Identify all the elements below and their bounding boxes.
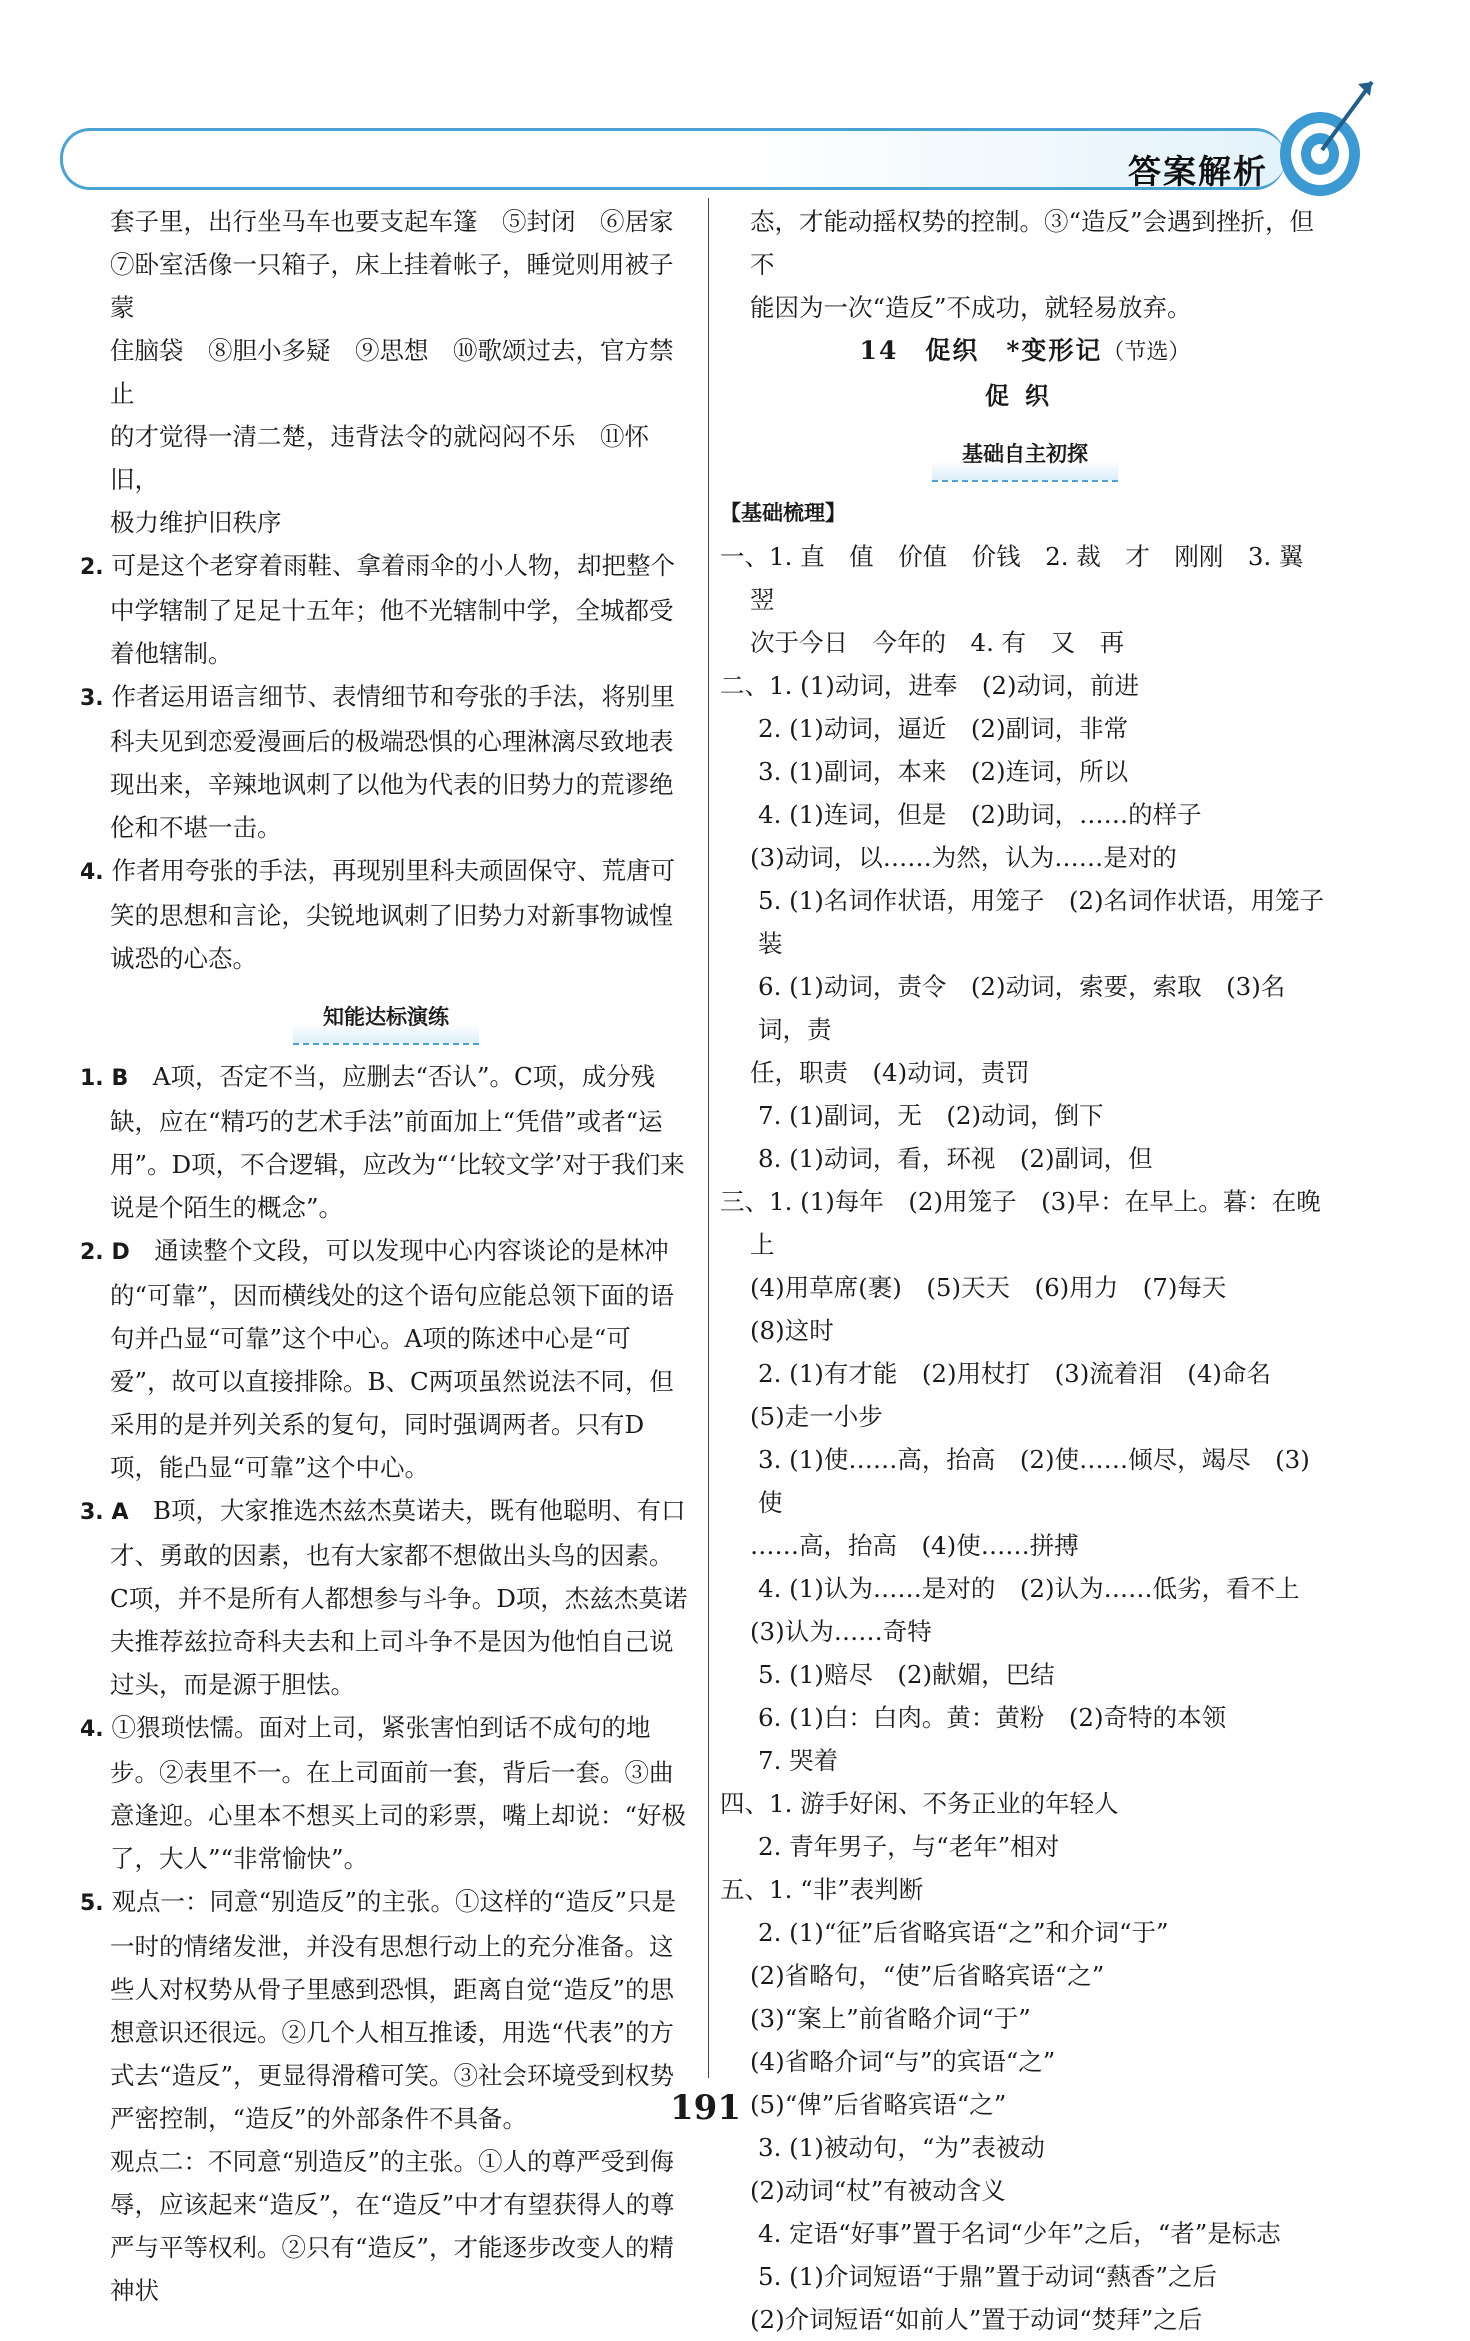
- answer-line: 2. (1)“征”后省略宾语“之”和介词“于”: [758, 1918, 1169, 1947]
- answer-line: 4. (1)连词，但是 (2)助词，……的样子: [758, 800, 1202, 829]
- continued-line: ⑦卧室活像一只箱子，床上挂着帐子，睡觉则用被子蒙: [110, 250, 674, 322]
- answer-line: 4. (1)认为……是对的 (2)认为……低劣，看不上: [758, 1574, 1300, 1603]
- answer-line: 7. 哭着: [758, 1746, 839, 1775]
- answer-item: 4. ①猥琐怯懦。面对上司，紧张害怕到话不成句的地步。②表里不一。在上司面前一套，背后一套。③曲意逢迎。心里本不想买上司的彩票，嘴上却说：“好极了，大人”“非常愉快”。: [80, 1713, 687, 1873]
- section-heading: 基础自主初探: [720, 431, 1330, 482]
- subsection-tag: 【基础梳理】: [720, 501, 846, 525]
- answer-line: 二、1. (1)动词，进奉 (2)动词，前进: [720, 671, 1140, 700]
- page-number: 191: [670, 2088, 741, 2128]
- answer-line: 4. 定语“好事”置于名词“少年”之后，“者”是标志: [758, 2219, 1281, 2248]
- right-column: [720, 200, 1330, 2341]
- answer-line: (3)“案上”前省略介词“于”: [750, 2004, 1031, 2033]
- answer-line: ……高，抬高 (4)使……拼搏: [750, 1531, 1079, 1560]
- continued-line: 住脑袋 ⑧胆小多疑 ⑨思想 ⑩歌颂过去，官方禁止: [110, 336, 674, 408]
- answer-line: (3)动词，以……为然，认为……是对的: [750, 843, 1177, 872]
- answer-item: 1. B A项，否定不当，应删去“否认”。C项，成分残缺，应在“精巧的艺术手法”前面加上“凭借”或者“运用”。D项，不合逻辑，应改为“‘比较文学’对于我们来说是个陌生的概念”。: [80, 1062, 685, 1222]
- continued-line: 能因为一次“造反”不成功，就轻易放弃。: [750, 293, 1192, 322]
- answer-line: 次于今日 今年的 4. 有 又 再: [750, 628, 1125, 657]
- continued-answer-list: [80, 200, 692, 544]
- answer-line: (5)“俾”后省略宾语“之”: [750, 2090, 1007, 2119]
- answer-line: 2. 青年男子，与“老年”相对: [758, 1832, 1060, 1861]
- answer-line: 五、1. “非”表判断: [720, 1875, 924, 1904]
- answer-item: 2. D 通读整个文段，可以发现中心内容谈论的是林冲的“可靠”，因而横线处的这个语句应能总领下面的语句并凸显“可靠”这个中心。A项的陈述中心是“可爱”，故可以直接排除。B、C两项虽然说法不同，但采用的是并列关系的复句，同时强调两者。只有D项，能凸显“可靠”这个中心。: [80, 1236, 675, 1482]
- left-column: [80, 200, 692, 2312]
- answer-line: 任，职责 (4)动词，责罚: [750, 1058, 1030, 1087]
- answer-item: 2. 可是这个老穿着雨鞋、拿着雨伞的小人物，却把整个中学辖制了足足十五年；他不光辖制中学，全城都受着他辖制。: [80, 551, 675, 668]
- answer-line: (8)这时: [750, 1316, 834, 1345]
- answer-line: (5)走一小步: [750, 1402, 883, 1431]
- continued-line: 的才觉得一清二楚，违背法令的就闷闷不乐 ⑪怀旧，: [110, 422, 649, 494]
- target-arrow-icon: [1272, 62, 1382, 197]
- answer-list: [720, 535, 1330, 2341]
- answer-line: (2)省略句，“使”后省略宾语“之”: [750, 1961, 1105, 1990]
- answer-line: (2)介词短语“如前人”置于动词“焚拜”之后: [750, 2305, 1203, 2334]
- continued-line: 套子里，出行坐马车也要支起车篷 ⑤封闭 ⑥居家: [110, 207, 674, 236]
- continued-line: 极力维护旧秩序: [110, 508, 282, 537]
- answer-item: 4. 作者用夸张的手法，再现别里科夫顽固保守、荒唐可笑的思想和言论，尖锐地讽刺了旧势力对新事物诚惶诚恐的心态。: [80, 856, 675, 973]
- section-heading: 知能达标演练: [80, 994, 692, 1045]
- header-title: 答案解析: [1128, 152, 1268, 191]
- answer-line: (4)用草席(裹) (5)天天 (6)用力 (7)每天: [750, 1273, 1227, 1302]
- answer-line: 3. (1)副词，本来 (2)连词，所以: [758, 757, 1129, 786]
- answer-line: 5. (1)名词作状语，用笼子 (2)名词作状语，用笼子装: [758, 886, 1325, 958]
- answer-line: 6. (1)白：白肉。黄：黄粉 (2)奇特的本领: [758, 1703, 1227, 1732]
- answer-line: (4)省略介词“与”的宾语“之”: [750, 2047, 1056, 2076]
- answer-line: 2. (1)有才能 (2)用杖打 (3)流着泪 (4)命名: [758, 1359, 1271, 1388]
- answer-item: 3. A B项，大家推选杰兹杰莫诺夫，既有他聪明、有口才、勇敢的因素，也有大家都不想做出头鸟的因素。C项，并不是所有人都想参与斗争。D项，杰兹杰莫诺夫推荐兹拉奇科夫去和上司斗争不是因为他怕自己说过头，而是源于胆怯。: [80, 1496, 688, 1699]
- answer-view-two: 观点二：不同意“别造反”的主张。①人的尊严受到侮辱，应该起来“造反”，在“造反”中才有望获得人的尊严与平等权利。②只有“造反”，才能逐步改变人的精神状: [110, 2147, 675, 2305]
- column-divider: [708, 198, 709, 2078]
- answer-line: 3. (1)被动句，“为”表被动: [758, 2133, 1045, 2162]
- lesson-subtitle: 促织: [985, 381, 1065, 410]
- lesson-title: 14 促织 *变形记（节选）: [859, 336, 1191, 365]
- continued-line: 态，才能动摇权势的控制。③“造反”会遇到挫折，但不: [750, 207, 1315, 279]
- answer-line: 一、1. 直 值 价值 价钱 2. 裁 才 刚刚 3. 翼 翌: [720, 542, 1328, 614]
- header-bar: [60, 128, 1285, 190]
- answer-line: 5. (1)介词短语“于鼎”置于动词“爇香”之后: [758, 2262, 1217, 2291]
- answer-line: 三、1. (1)每年 (2)用笼子 (3)早：在早上。暮：在晚上: [720, 1187, 1321, 1259]
- answer-line: (2)动词“杖”有被动含义: [750, 2176, 1006, 2205]
- answer-line: 四、1. 游手好闲、不务正业的年轻人: [720, 1789, 1119, 1818]
- answer-item: 3. 作者运用语言细节、表情细节和夸张的手法，将别里科夫见到恋爱漫画后的极端恐惧的心理淋漓尽致地表现出来，辛辣地讽刺了以他为代表的旧势力的荒谬绝伦和不堪一击。: [80, 682, 675, 842]
- answer-line: 6. (1)动词，责令 (2)动词，索要，索取 (3)名词，责: [758, 972, 1286, 1044]
- answer-line: 3. (1)使……高，抬高 (2)使……倾尽，竭尽 (3)使: [758, 1445, 1310, 1517]
- answer-line: 5. (1)赔尽 (2)献媚，巴结: [758, 1660, 1055, 1689]
- answer-line: 7. (1)副词，无 (2)动词，倒下: [758, 1101, 1104, 1130]
- answer-item: 5. 观点一：同意“别造反”的主张。①这样的“造反”只是一时的情绪发泄，并没有思想行动上的充分准备。这些人对权势从骨子里感到恐惧，距离自觉“造反”的思想意识还很远。②几个人相互推诿，用选“代表”的方式去“造反”，更显得滑稽可笑。③社会环境受到权势严密控制，“造反”的外部条件不具备。: [80, 1887, 677, 2133]
- answer-line: 8. (1)动词，看，环视 (2)副词，但: [758, 1144, 1153, 1173]
- answer-line: 2. (1)动词，逼近 (2)副词，非常: [758, 714, 1129, 743]
- answer-line: (3)认为……奇特: [750, 1617, 932, 1646]
